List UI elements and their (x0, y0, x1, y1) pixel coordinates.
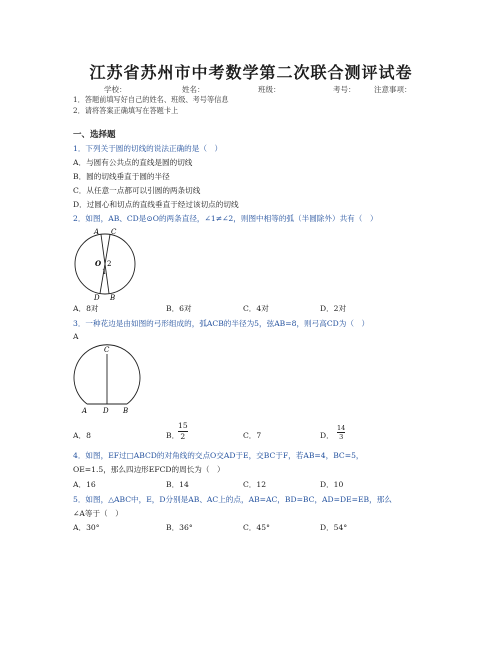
section-heading: 一、选择题 (73, 130, 116, 140)
fraction-numerator: 14 (337, 424, 346, 432)
question-4-stem: 4．如图，EF过□ABCD的对角线的交点O交AD于E，交BC于F，若AB=4，BC=5， (73, 451, 364, 460)
note-line: 1．答题前填写好自己的姓名、班级、考号等信息 (73, 95, 229, 104)
label-d: D (103, 407, 109, 415)
label-b: B (110, 294, 116, 302)
question-4-option: D．10 (320, 480, 344, 489)
question-4-option: A．16 (73, 480, 96, 489)
option-b-fraction (178, 421, 188, 442)
notes-label: 注意事项： (374, 85, 412, 94)
question-4-stem-continued: OE=1.5，那么四边形EFCD的周长为（ ） (73, 465, 225, 474)
question-1-stem: 1．下列关于圆的切线的说法正确的是（ ） (73, 144, 223, 153)
question-2-stem: 2．如图，AB、CD是⊙O的两条直径，∠1≠∠2，则图中相等的弧（半圆除外）共有（ ） (73, 214, 378, 223)
fraction-denominator: 2 (178, 431, 188, 442)
question-3-option: A．8 (73, 431, 91, 440)
circle-diameters-figure (70, 226, 150, 302)
question-1-option: B．圆的切线垂直于圆的半径 (73, 172, 170, 181)
fraction-denominator: 3 (337, 432, 345, 441)
label-angle-1: 1 (102, 268, 107, 276)
label-a: A (94, 228, 100, 236)
note-line: 2．请将答案正确填写在答题卡上 (73, 106, 179, 115)
exam-number-field-label: 考号： (333, 85, 356, 94)
label-a: A (82, 407, 88, 415)
fraction-numerator: 15 (178, 421, 188, 430)
class-field-label: 班级： (258, 85, 281, 94)
question-5-stem: 5．如图，△ABC中，E，D分别是AB、AC上的点，AB=AC，BD=BC，AD=DE=EB，那么 (73, 495, 392, 504)
question-3-option: B． (166, 431, 180, 440)
label-o: O (95, 259, 102, 268)
question-5-option: B．36° (166, 523, 193, 532)
question-1-option: C．从任意一点都可以引圆的两条切线 (73, 186, 201, 195)
question-3-option: C．7 (243, 431, 262, 440)
arch-segment-figure (70, 342, 142, 416)
label-angle-2: 2 (107, 260, 112, 268)
label-b: B (123, 407, 129, 415)
option-d-fraction (337, 424, 345, 441)
question-5-option: A．30° (73, 523, 100, 532)
label-c: C (104, 346, 110, 354)
school-field-label: 学校： (104, 85, 127, 94)
question-3-answer-line: A (73, 332, 79, 341)
question-2-option: B．6对 (166, 304, 192, 313)
question-5-option: C．45° (243, 523, 270, 532)
question-2-option: D．2对 (320, 304, 347, 313)
question-5-option: D．54° (320, 523, 348, 532)
page-title: 江苏省苏州市中考数学第二次联合测评试卷 (89, 63, 413, 82)
question-2-option: C．4对 (243, 304, 269, 313)
question-3-stem: 3．一种花边是由如图的弓形组成的，弧ACB的半径为5，弦AB=8，则弓高CD为（ ） (73, 319, 370, 328)
name-field-label: 姓名： (182, 85, 205, 94)
question-2-option: A．8对 (73, 304, 99, 313)
label-d: D (94, 294, 100, 302)
question-1-option: D．过圆心和切点的直线垂直于经过该切点的切线 (73, 200, 239, 209)
question-5-stem-continued: ∠A等于（ ） (73, 509, 123, 518)
question-1-option: A．与圆有公共点的直线是圆的切线 (73, 158, 193, 167)
question-4-option: C．12 (243, 480, 267, 489)
label-c: C (111, 228, 117, 236)
question-4-option: B．14 (166, 480, 189, 489)
question-3-option: D． (320, 431, 334, 440)
